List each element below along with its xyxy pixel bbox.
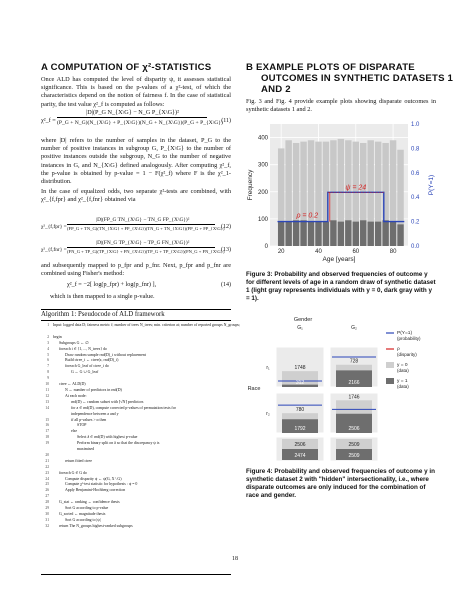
algorithm-line-text: ctree ← ALD(D) [59, 382, 86, 387]
algorithm-line-number: 11 [45, 387, 49, 392]
algorithm-body [41, 321, 241, 530]
fig4-title: Gender [293, 317, 313, 323]
equation-12 [41, 216, 231, 238]
algorithm-line-text: Sort G according to |ψ| [65, 517, 101, 522]
algorithm-line-text: Input: logged data D; fairness metric f; number of trees N_trees; min. criterion at; number of reported groups N_groups; [53, 323, 241, 327]
algorithm-line-number: 3 [47, 340, 49, 345]
algorithm-line-text: begin [53, 334, 62, 339]
algorithm-line-number: 1 [47, 323, 49, 327]
algorithm-line-text: G_stat ← ranking ← confidence thesis [59, 500, 120, 505]
algorithm-line-text: if all p-values > α then [71, 417, 107, 422]
para-3: In the case of equalized odds, two separate χ²-tests are combined, with χ²_{f,fpr} and χ²_{f,fnr} obtained via [41, 188, 231, 204]
fig3-x-axis-label: Age [years] [322, 256, 356, 263]
fig3-x-tick-label: 40 [315, 249, 322, 255]
algorithm-line-number: 23 [45, 470, 49, 475]
eq13-lhs: χ²_{f,fnr} = [41, 247, 67, 253]
fig4-legend-sublabel: (data) [397, 384, 409, 389]
algorithm-line-number: 17 [45, 429, 49, 434]
equation-14 [41, 281, 231, 291]
fig3-bar-y0 [308, 140, 314, 221]
section-b-intro: Fig. 3 and Fig. 4 provide example plots showing disparate outcomes in synthetic datasets 1 and 2. [246, 98, 436, 114]
eq12-numerator: |D|(FP_G TN_{X\G} − TN_G FP_{X\G})² [96, 217, 190, 223]
fig3-y-tick-label: 200 [257, 189, 268, 196]
algorithm-line-number: 27 [45, 494, 49, 499]
equation-11 [41, 108, 231, 134]
fig4-value-y1: 2166 [348, 380, 360, 386]
algorithm-line-text: Subgroups G ← ∅ [59, 340, 89, 345]
fig3-bar-y1 [285, 222, 291, 246]
eq11-numerator: |D|(P_G N_{X\G} − N_G P_{X\G})² [86, 109, 179, 116]
fig3-bar-y0 [360, 143, 366, 220]
algorithm-line-text: Sort G according to p-value [65, 506, 109, 511]
algorithm-line-number: 19 [45, 441, 49, 446]
fig4-value-y1: 1792 [294, 426, 306, 432]
algorithm-line-number: 28 [45, 500, 49, 505]
section-b-title-line2: OUTCOMES IN SYNTHETIC DATASETS 1 [261, 73, 454, 84]
algorithm-line-number: 10 [45, 382, 49, 387]
fig3-y2-axis-label: P(Y=1) [428, 174, 435, 196]
eq11-lhs: χ²_f = [41, 117, 56, 124]
algorithm-line-number: 9 [47, 376, 49, 381]
algorithm-line-number: 7 [47, 364, 49, 369]
algorithm-line-number: 15 [45, 417, 49, 422]
algorithm-line-number: 32 [45, 523, 49, 528]
eq13-denominator: (FN_G + TP_G)(TP_{X\G} + FN_{X\G})(TP_G + TP_{X\G})(FN_G + FN_{X\G}) [67, 249, 225, 254]
fig4-bar-y0 [336, 400, 372, 413]
eq13-number: (13) [221, 247, 231, 253]
fig4-legend-label: P(Y=1) [397, 331, 413, 336]
algorithm-line-number: 14 [45, 405, 49, 410]
algorithm-line-number: 13 [45, 399, 49, 404]
fig3-bar-y1 [353, 222, 359, 246]
fig3-y2-tick-label: 0.0 [411, 244, 420, 250]
fig4-legend-label: y = 1 [397, 379, 408, 384]
fig3-bar-y0 [293, 143, 299, 220]
eq11-number: (11) [221, 118, 231, 124]
fig3-y-tick-label: 400 [257, 135, 268, 142]
eq14-body: χ²_f = −2[ log(p_fpr) + log(p_fnr) ], [67, 281, 157, 288]
fig4-legend-sublabel: (probability) [397, 336, 421, 341]
algorithm-line-text: independence between a and y [71, 411, 119, 416]
algorithm-line-text: Apply Benjamini-Hochberg correction [65, 488, 126, 493]
fig4-legend-label: y = 0 [397, 363, 408, 368]
fig4-value-y0: 728 [349, 358, 359, 365]
fig3-bar-y1 [390, 222, 396, 246]
algorithm-line [41, 524, 231, 530]
algorithm-line-text: foreach i ∈ {1, ..., N_trees} do [59, 346, 107, 351]
fig3-bar-y1 [360, 220, 366, 246]
para-2: where |D| refers to the number of samples in the dataset, P_G to the number of positive instances in subgroup G, P_{X\G} to the number of positive instances outside the subgroup, N_G to the number of negative instances in G, and N_{X\G} defined analogously. After computing χ²_f, the p-value is obtained by p-value = 1 − F(χ²_f) where F is the χ²_1-distribution. [41, 137, 231, 186]
fig3-y2-tick-label: 0.6 [411, 170, 420, 177]
algorithm-line-text: Perform binary split on â so that the discrepancy ψ is [77, 441, 160, 446]
eq13-numerator: |D|(FN_G TP_{X\G} − TP_G FN_{X\G})² [96, 240, 190, 246]
algorithm-line-number: 16 [45, 423, 49, 428]
fig3-bar-y1 [397, 224, 403, 246]
algorithm-line-number: 30 [45, 512, 49, 516]
fig3-y-tick-label: 0 [264, 244, 268, 250]
fig4-race-label: Race [247, 386, 261, 392]
fig3-annotation-rho: ρ = 0.2 [296, 212, 319, 220]
algorithm-line-number: 2 [47, 334, 49, 339]
fig3-bar-y1 [278, 222, 284, 246]
fig3-bar-y0 [278, 148, 284, 221]
algorithm-line-number: 26 [45, 488, 49, 493]
algorithm-line-text: Select â ∈ rnd(D) with highest p-value [77, 435, 138, 440]
para-4: and subsequently mapped to p_fpr and p_fnr. Next, p_fpr and p_fnr are combined using Fisher's method: [41, 262, 231, 278]
algorithm-line-text: Build ctree_i ← ctree(ε, rnd(D)_i) [65, 358, 119, 363]
algorithm-line-text: STOP [77, 423, 87, 428]
algorithm-title: Algorithm 1: Pseudocode of ALD framework [41, 310, 231, 321]
algorithm-line-number: 6 [47, 358, 49, 363]
figure-4-caption: Figure 4: Probability and observed frequencies of outcome y in synthetic dataset 2 with "hidden" intersectionality, i.e., where disparate outcomes are only induced for the combination of race and gender. [246, 468, 435, 500]
para-5: which is then mapped to a single p-value. [50, 293, 155, 300]
fig3-bar-y0 [338, 139, 344, 222]
fig4-value-y0: 1746 [348, 394, 360, 401]
fig3-bar-y0 [353, 142, 359, 222]
eq12-denominator: (FP_G + TN_G)(TN_{X\G} + FP_{X\G})(TN_G + TN_{X\G})(FP_G + FP_{X\G}) [67, 226, 225, 231]
equation-13 [41, 239, 231, 261]
algorithm-line-number: 18 [45, 435, 49, 440]
para-1: Once ALD has computed the level of disparity ψ, it assesses statistical significance. This is based on the p-values of a χ²-test, of which the characteristics depend on the notion of fairness f. In the case of statistical parity, the test value χ²_f is computed as follows: [41, 76, 231, 108]
fig3-bar-y1 [293, 220, 299, 246]
eq11-denominator: (P_G + N_G)(N_{X\G} + P_{X\G})(N_G + N_{X\G})(P_G + P_{X\G}) [57, 120, 223, 126]
algorithm-line-text: foreach G ∈ G do [59, 470, 87, 475]
fig3-x-tick-label: 20 [277, 249, 285, 255]
algorithm-line-text: maximised [77, 447, 95, 452]
fig3-bar-y1 [338, 222, 344, 246]
fig4-marginal-value-y1: 2474 [294, 453, 306, 459]
fig3-bar-y1 [308, 222, 314, 246]
algorithm-line-number: 22 [45, 464, 49, 469]
fig4-legend-swatch [386, 378, 394, 384]
algorithm-line-text: else [71, 429, 78, 434]
fig3-bar-y0 [390, 140, 396, 221]
fig3-bar-y0 [285, 140, 291, 221]
figure-4-chart [246, 315, 438, 465]
algorithm-line-number: 25 [45, 482, 49, 487]
fig3-bar-y0 [367, 140, 373, 221]
algorithm-line-number: 29 [45, 506, 49, 511]
fig3-bar-y1 [323, 222, 329, 246]
fig4-legend-sublabel: (disparity) [397, 352, 417, 357]
algorithm-line-text: foreach G_leaf of ctree_i do [65, 364, 109, 369]
algorithm-line-number: 20 [45, 452, 49, 457]
fig3-bar-y1 [375, 222, 381, 246]
algorithm-line-text: return The N_groups highest-ranked subgroups [59, 523, 133, 528]
fig4-value-y1: 2506 [348, 426, 360, 432]
algorithm-line-number: 4 [47, 346, 49, 351]
algorithm-line-text: G_sorted ← magnitude thesis [59, 512, 106, 516]
fig3-bar-y1 [315, 222, 321, 246]
fig3-bar-y1 [345, 220, 351, 246]
fig3-y2-tick-label: 1.0 [411, 122, 420, 128]
page-number: 18 [232, 556, 238, 562]
fig3-y-axis-label: Frequency [247, 169, 254, 201]
fig3-bar-y1 [300, 220, 306, 246]
algorithm-line-text: return fitted ctree [65, 458, 93, 463]
figure-3-chart [246, 118, 438, 270]
fig4-marginal-value-y0: 2509 [348, 442, 360, 448]
algorithm-line-number: 12 [45, 393, 49, 398]
eq14-number: (14) [221, 282, 231, 288]
fig4-legend-sublabel: (data) [397, 368, 409, 373]
fig4-legend-swatch [386, 362, 394, 368]
fig3-y2-tick-label: 0.2 [411, 219, 420, 226]
eq12-number: (12) [221, 224, 231, 230]
fig3-bar-y0 [397, 150, 403, 225]
fig4-value-y0: 780 [295, 407, 305, 414]
fig4-marginal-value-y1: 2509 [348, 453, 360, 459]
algorithm-line-text: At each node: [65, 393, 87, 398]
fig4-value-y0: 1748 [294, 365, 306, 372]
algorithm-line-text: for a ∈ rnd(D), compute corrected p-values of permutation tests for [71, 405, 176, 410]
fig3-y-tick-label: 100 [257, 216, 268, 223]
fig3-bar-y1 [382, 220, 388, 246]
algorithm-line-text: Compute χ²-test statistic for hypothesis : ψ = 0 [65, 482, 138, 487]
fig4-column-label: G₁ [297, 325, 303, 331]
algorithm-line-text: rnd(D) ← random subset with ⌈√N⌉ predictors [71, 399, 144, 404]
figure-3-caption: Figure 3: Probability and observed frequencies of outcome y for different levels of age in a random draw of synthetic dataset 1 (light gray represents individuals with y = 0, dark gray with y = 1). [246, 271, 436, 303]
fig3-bar-y1 [330, 220, 336, 246]
fig3-y2-tick-label: 0.8 [411, 146, 420, 153]
fig4-column-label: G₂ [351, 325, 357, 331]
fig3-annotation-psi: ψ = 24 [345, 184, 367, 192]
fig3-y-tick-label: 300 [257, 162, 268, 169]
fig3-bar-y1 [367, 222, 373, 246]
fig3-x-tick-label: 80 [389, 249, 397, 255]
section-a-title: A COMPUTATION OF χ²-STATISTICS [41, 62, 212, 73]
algorithm-line-number: 31 [45, 517, 49, 522]
eq12-lhs: χ²_{f,fpr} = [41, 224, 67, 230]
fig4-bar-y0 [336, 365, 372, 371]
algorithm-line-number: 21 [45, 458, 49, 463]
section-b-title-line1: B EXAMPLE PLOTS OF DISPARATE [246, 62, 415, 73]
fig4-bar-y0 [282, 413, 318, 419]
fig3-bar-y0 [375, 142, 381, 222]
fig4-row-label: r₂ [266, 411, 270, 417]
fig3-bar-y0 [330, 140, 336, 220]
algorithm-line-number: 5 [47, 352, 49, 357]
fig4-marginal-value-y0: 2506 [294, 442, 306, 448]
fig3-x-tick-label: 60 [352, 249, 360, 255]
fig3-bar-y0 [300, 142, 306, 221]
algorithm-line-text: N ← number of predictors in rnd(D) [65, 387, 122, 392]
fig3-bar-y0 [345, 140, 351, 220]
algorithm-line-text: Draw random sample rnd(D)_i without replacement [65, 352, 146, 357]
algorithm-line-text: Compute disparity ψ ← ψ(G, X \ G) [65, 476, 122, 481]
fig3-y2-tick-label: 0.4 [411, 195, 420, 202]
fig4-row-label: r₁ [266, 365, 270, 371]
algorithm-line-number: 8 [47, 370, 49, 375]
section-b-title-line3: AND 2 [261, 84, 291, 95]
algorithm-box [41, 309, 241, 575]
fig4-value-y1: 312 [295, 380, 305, 386]
fig4-legend-label: ρ [397, 347, 400, 352]
algorithm-line-number: 24 [45, 476, 49, 481]
fig3-bar-y0 [315, 142, 321, 222]
algorithm-line-text: G ← G ∪ G_leaf [71, 370, 99, 375]
